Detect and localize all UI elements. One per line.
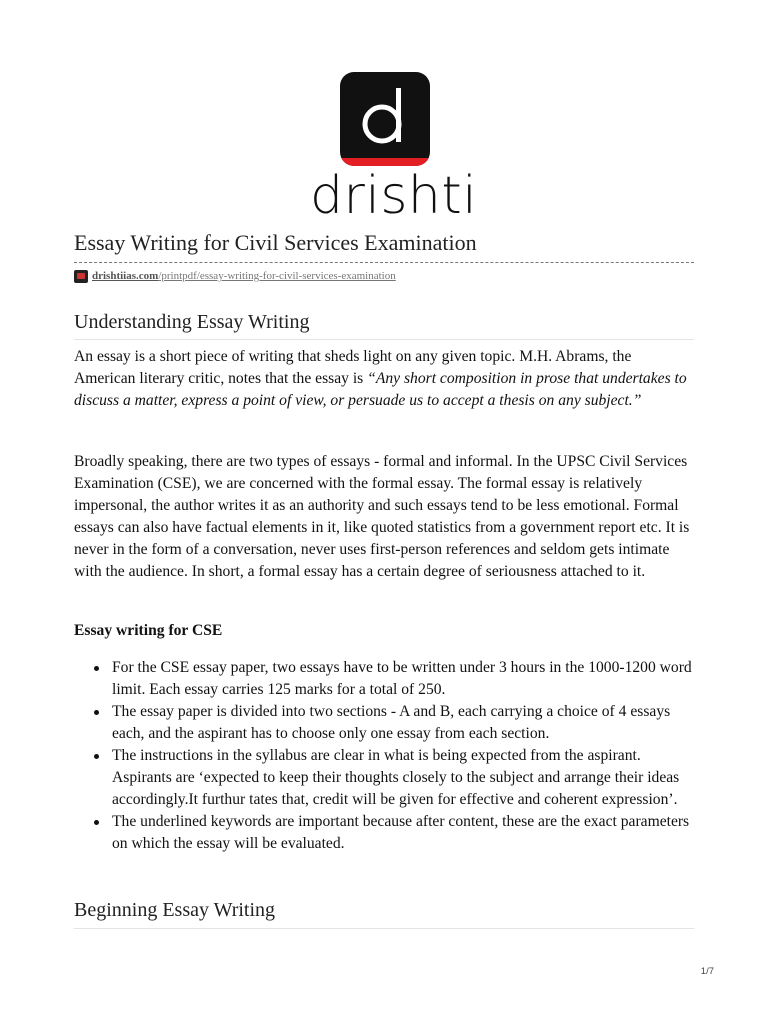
section-divider (74, 339, 694, 340)
subheading-essay-cse: Essay writing for CSE (74, 622, 223, 639)
drishti-d-logo-icon (340, 72, 430, 166)
section-divider (74, 928, 694, 929)
list-item: The underlined keywords are important because after content, these are the exact parameters on which the essay will be evaluated. (74, 811, 694, 855)
source-domain-link[interactable]: drishtiias.com (92, 270, 159, 282)
page-number: 1/7 (700, 966, 714, 977)
document-title: Essay Writing for Civil Services Examination (74, 230, 477, 255)
source-path-link[interactable]: /printpdf/essay-writing-for-civil-services-examination (158, 270, 396, 282)
site-favicon-icon (74, 270, 88, 283)
source-link[interactable] (74, 268, 396, 284)
list-item: The essay paper is divided into two sections - A and B, each carrying a choice of 4 essays each, and the aspirant has to choose only one essay from each section. (74, 701, 694, 745)
definition-text: An essay is a short piece of writing that sheds light on any given topic. M.H. Abrams, the American literary critic, notes that the essay is (74, 348, 632, 387)
paragraph-essay-types: Broadly speaking, there are two types of essays - formal and informal. In the UPSC Civil Services Examination (CSE), we are concerned with the formal essay. The formal essay is relatively impersonal, the author writes it as an authority and such essays tend to be less emotional. Formal essays can also have factual elements in it, like quoted statistics from a government report etc. It is never in the form of a conversation, never uses first-person references and seldom gets intimate with the audience. In short, a formal essay has a certain degree of seriousness attached to it. (74, 453, 690, 580)
list-item: The instructions in the syllabus are clear in what is being expected from the aspirant. Aspirants are ‘expected to keep their thoughts closely to the subject and arrange their ideas accordingly.It furthur tates that, credit will be given for effective and coherent expression’. (74, 745, 694, 811)
list-item: For the CSE essay paper, two essays have to be written under 3 hours in the 1000-1200 word limit. Each essay carries 125 marks for a total of 250. (74, 657, 694, 701)
section-heading-understanding: Understanding Essay Writing (74, 311, 310, 333)
title-divider (74, 262, 694, 263)
paragraph-definition (74, 346, 694, 412)
cse-bullet-list (74, 657, 694, 855)
logo-wordmark: drishti (310, 166, 478, 226)
drishti-logo (310, 72, 478, 227)
abrams-quote: “Any short composition in prose that undertakes to discuss a matter, express a point of view, or persuade us to accept a thesis on any subject.” (74, 370, 687, 409)
section-heading-beginning: Beginning Essay Writing (74, 899, 276, 921)
